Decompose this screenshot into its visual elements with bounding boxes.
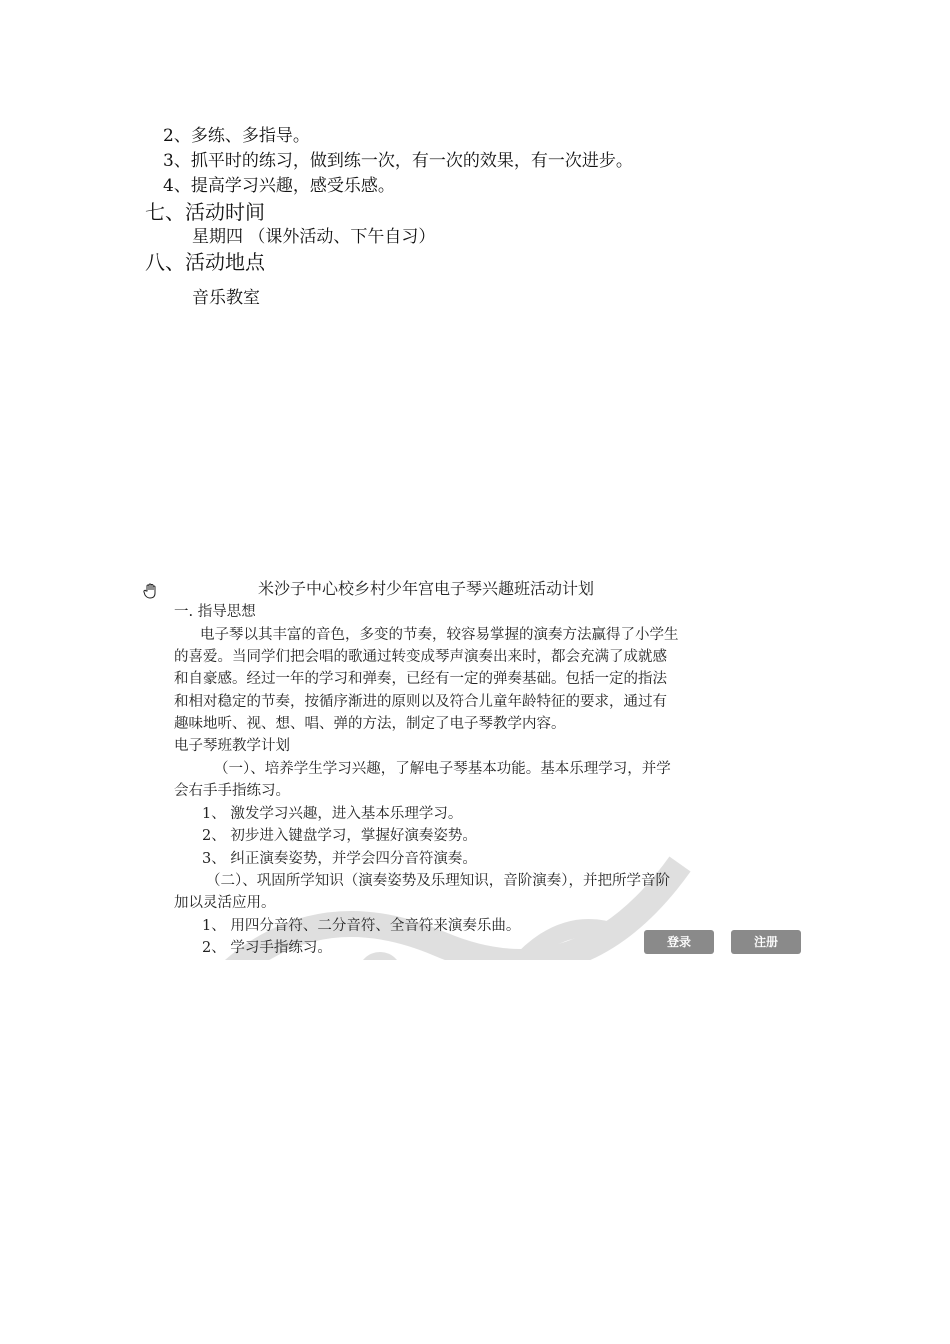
document-line: （二）、巩固所学知识（演奏姿势及乐理知识，音阶演奏），并把所学音阶 (206, 873, 670, 889)
embedded-document-preview (140, 574, 810, 960)
list-item-4: 4、提高学习兴趣，感受乐感。 (163, 176, 395, 196)
list-item-2: 2、多练、多指导。 (163, 126, 310, 146)
section-heading-activity-time: 七、活动时间 (145, 200, 265, 224)
document-line: 趣味地听、视、想、唱、弹的方法，制定了电子琴教学内容。 (174, 716, 566, 732)
document-line: 的喜爱。当同学们把会唱的歌通过转变成琴声演奏出来时，都会充满了成就感 (174, 649, 667, 665)
activity-location-text: 音乐教室 (192, 288, 260, 308)
document-line: 电子琴以其丰富的音色，多变的节奏，较容易掌握的演奏方法赢得了小学生 (200, 627, 679, 643)
document-line: 电子琴班教学计划 (174, 738, 290, 754)
hand-cursor-icon (142, 582, 160, 600)
activity-time-text: 星期四 （课外活动、下午自习） (192, 227, 436, 247)
list-item-3: 3、抓平时的练习，做到练一次，有一次的效果，有一次进步。 (163, 151, 633, 171)
register-button[interactable]: 注册 (731, 930, 801, 954)
document-line: 加以灵活应用。 (174, 895, 276, 911)
document-title: 米沙子中心校乡村少年宫电子琴兴趣班活动计划 (258, 579, 595, 598)
document-line: 2、 学习手指练习。 (202, 940, 332, 956)
document-line: 会右手手指练习。 (174, 783, 290, 799)
login-button[interactable]: 登录 (644, 930, 714, 954)
document-line: 2、 初步进入键盘学习，掌握好演奏姿势。 (202, 828, 477, 844)
document-line: 1、 激发学习兴趣，进入基本乐理学习。 (202, 806, 463, 822)
document-line: 一. 指导思想 (174, 604, 256, 620)
document-line: 1、 用四分音符、二分音符、全音符来演奏乐曲。 (202, 918, 521, 934)
document-line: 3、 纠正演奏姿势，并学会四分音符演奏。 (202, 851, 477, 867)
document-line: 和相对稳定的节奏，按循序渐进的原则以及符合儿童年龄特征的要求，通过有 (174, 694, 667, 710)
document-line: 和自豪感。经过一年的学习和弹奏，已经有一定的弹奏基础。包括一定的指法 (174, 671, 667, 687)
section-heading-activity-location: 八、活动地点 (145, 250, 265, 274)
document-line: （一）、培养学生学习兴趣，了解电子琴基本功能。基本乐理学习，并学 (214, 761, 671, 777)
